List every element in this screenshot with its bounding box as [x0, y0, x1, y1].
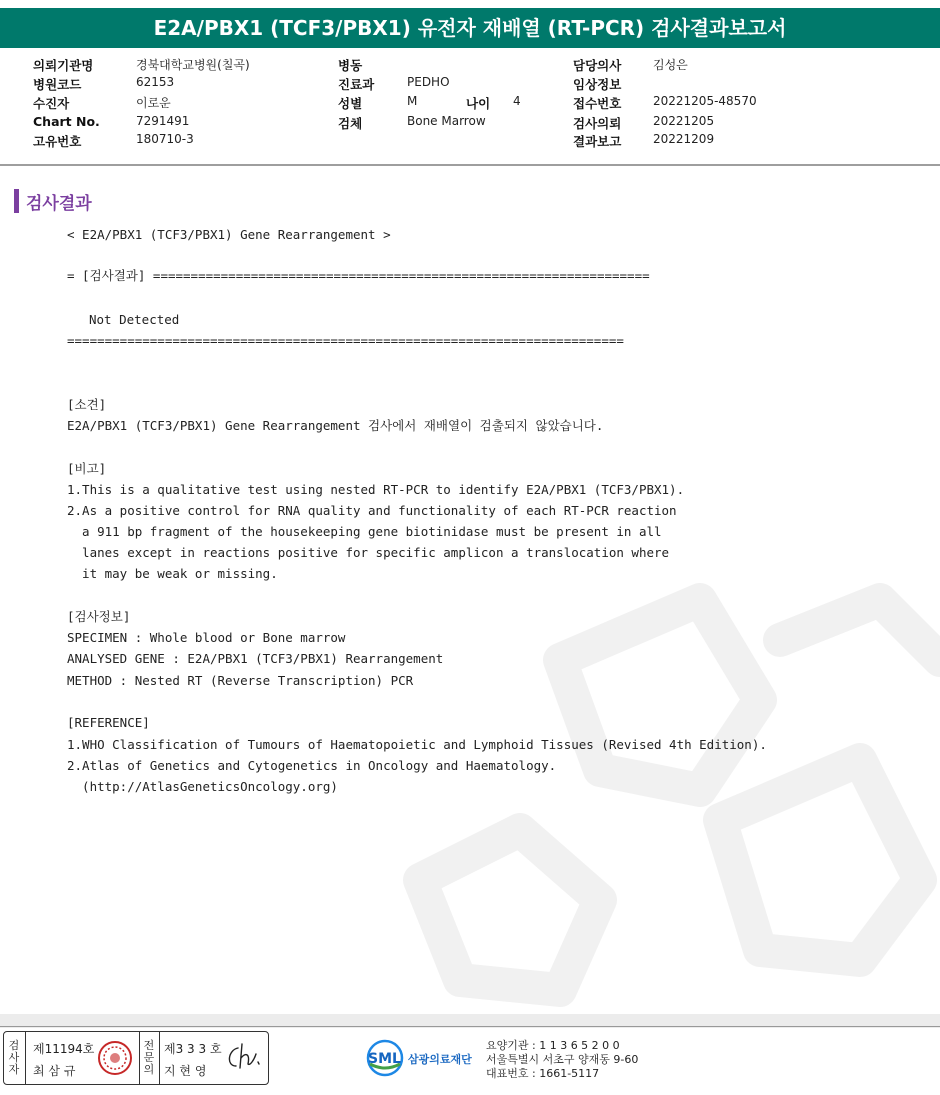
- result-footer: ==========================================================================: [67, 333, 624, 348]
- specimen-label: 검체: [338, 116, 363, 131]
- dept-value: PEDHO: [407, 75, 450, 89]
- hospital-label: 의뢰기관명: [33, 58, 94, 73]
- chart-value: 7291491: [136, 114, 190, 128]
- chart-label: Chart No.: [33, 114, 100, 129]
- tester-label-char: 자: [8, 1063, 20, 1076]
- sign-divider: [25, 1032, 26, 1084]
- age-value: 4: [513, 94, 521, 108]
- phone-line: 대표번호 : 1661-5117: [486, 1067, 600, 1080]
- reference-1: 1.WHO Classification of Tumours of Haematopoietic and Lymphoid Tissues (Revised 4th Edition).: [67, 737, 767, 752]
- receipt-label: 접수번호: [573, 96, 622, 111]
- tester-name: 최 삼 규: [33, 1064, 76, 1078]
- specialist-label: [142, 1040, 156, 1076]
- reference-2-url: (http://AtlasGeneticsOncology.org): [67, 779, 338, 794]
- seal-stamp-icon: [97, 1040, 133, 1076]
- tester-label-char: 사: [8, 1051, 20, 1064]
- clinical-label: 임상정보: [573, 77, 622, 92]
- sml-logo: [366, 1038, 482, 1078]
- remarks-label: [비고]: [67, 461, 107, 476]
- request-value: 20221205: [653, 114, 715, 128]
- specialist-name: 지 현 영: [164, 1064, 207, 1078]
- tester-label-char: 검: [8, 1039, 20, 1052]
- handwritten-signature-icon: [224, 1042, 264, 1072]
- institution-code: 요양기관 : 1 1 3 6 5 2 0 0: [486, 1039, 620, 1052]
- address-line: 서울특별시 서초구 양재동 9-60: [486, 1053, 639, 1066]
- remark-2-line2: a 911 bp fragment of the housekeeping gene biotinidase must be present in all: [67, 524, 662, 539]
- uid-value: 180710-3: [136, 132, 194, 146]
- opinion-label: [소견]: [67, 397, 107, 412]
- sex-value: M: [407, 94, 418, 108]
- lab-address: [486, 1039, 638, 1081]
- logo-org: 삼광의료재단: [408, 1053, 472, 1066]
- specialist-label-char: 의: [143, 1063, 155, 1076]
- opinion-text: E2A/PBX1 (TCF3/PBX1) Gene Rearrangement 검사에서 재배열이 검출되지 않았습니다.: [67, 418, 604, 433]
- section-bar: [14, 189, 19, 213]
- sex-label: 성별: [338, 96, 363, 111]
- remark-2-line3: lanes except in reactions positive for specific amplicon a translocation where: [67, 545, 670, 560]
- uid-label: 고유번호: [33, 134, 82, 149]
- sign-divider: [159, 1032, 160, 1084]
- section-title: [14, 189, 92, 213]
- dept-label: 진료과: [338, 77, 375, 92]
- specimen-line: SPECIMEN : Whole blood or Bone marrow: [67, 630, 346, 645]
- tester-label: [7, 1040, 21, 1076]
- request-label: 검사의뢰: [573, 116, 622, 131]
- result-header: = [검사결과] ==================================================================: [67, 268, 650, 283]
- section-title-text: 검사결과: [26, 193, 92, 214]
- doctor-value: 김성은: [653, 58, 688, 72]
- method-line: METHOD : Nested RT (Reverse Transcription) PCR: [67, 673, 414, 688]
- age-label: 나이: [466, 96, 491, 111]
- receipt-value: 20221205-48570: [653, 94, 757, 108]
- footer-divider: [0, 1026, 940, 1027]
- reference-2: 2.Atlas of Genetics and Cytogenetics in Oncology and Haematology.: [67, 758, 557, 773]
- specialist-label-char: 전: [143, 1039, 155, 1052]
- sign-divider: [139, 1032, 140, 1084]
- hospital-value: 경북대학교병원(칠곡): [136, 58, 250, 72]
- specialist-no: 제3 3 3 호: [164, 1042, 222, 1056]
- patient-value: 이로운: [136, 96, 171, 110]
- patient-label: 수진자: [33, 96, 70, 111]
- reference-label: [REFERENCE]: [67, 715, 150, 730]
- remark-2-line1: 2.As a positive control for RNA quality and functionality of each RT-PCR reaction: [67, 503, 677, 518]
- ward-label: 병동: [338, 58, 363, 73]
- report-label: 결과보고: [573, 134, 622, 149]
- logo-text: SML: [368, 1051, 401, 1067]
- divider: [0, 164, 940, 166]
- code-label: 병원코드: [33, 77, 82, 92]
- code-value: 62153: [136, 75, 175, 89]
- doctor-label: 담당의사: [573, 58, 622, 73]
- remark-2-line4: it may be weak or missing.: [67, 566, 278, 581]
- result-value: Not Detected: [89, 312, 180, 327]
- signature-box: [3, 1031, 269, 1085]
- specimen-value: Bone Marrow: [407, 114, 486, 128]
- report-value: 20221209: [653, 132, 715, 146]
- gene-line: ANALYSED GENE : E2A/PBX1 (TCF3/PBX1) Rearrangement: [67, 651, 444, 666]
- report-heading: < E2A/PBX1 (TCF3/PBX1) Gene Rearrangement >: [67, 227, 391, 242]
- specialist-label-char: 문: [143, 1051, 155, 1064]
- tester-no: 제11194호: [33, 1042, 95, 1056]
- remark-1: 1.This is a qualitative test using nested RT-PCR to identify E2A/PBX1 (TCF3/PBX1).: [67, 482, 685, 497]
- report-title: E2A/PBX1 (TCF3/PBX1) 유전자 재배열 (RT-PCR) 검사결과보고서: [0, 8, 940, 48]
- testinfo-label: [검사정보]: [67, 609, 131, 624]
